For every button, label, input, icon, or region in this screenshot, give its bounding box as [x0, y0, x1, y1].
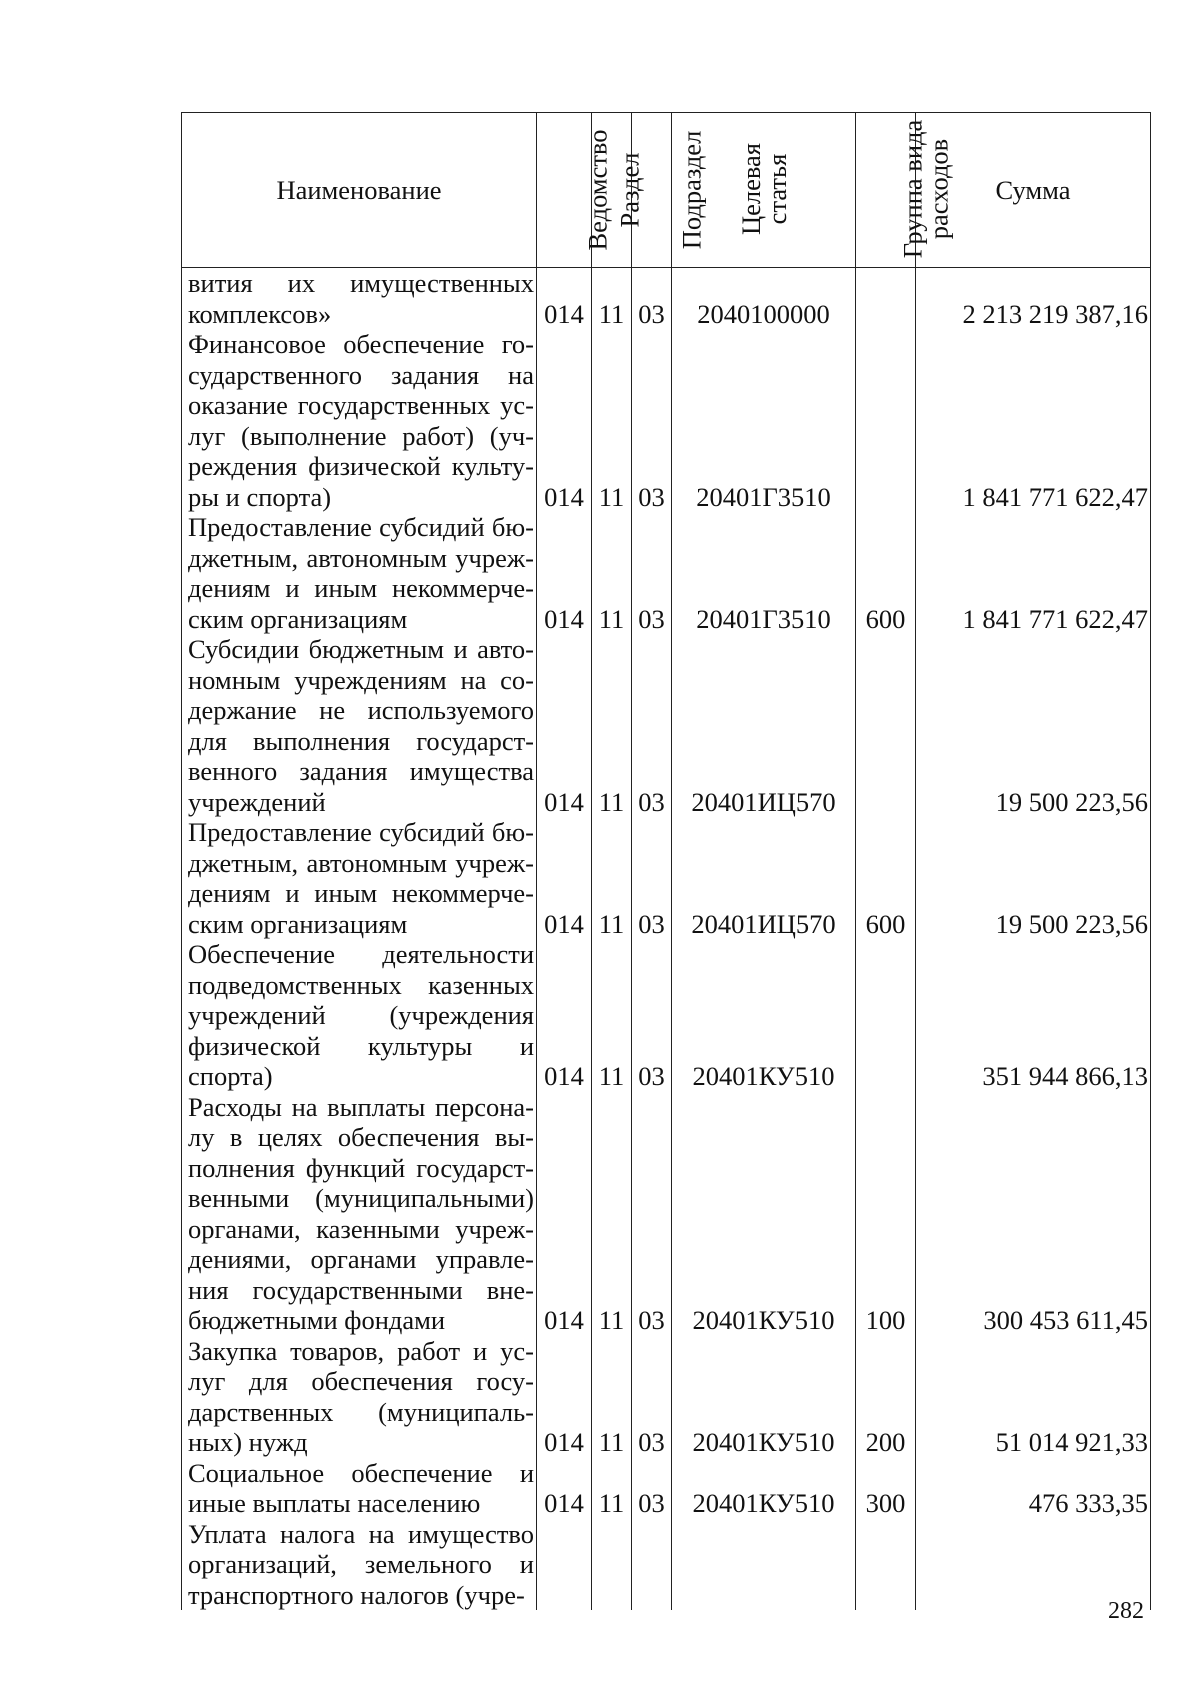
row-sum: 2 213 219 387,16 — [916, 268, 1151, 330]
row-section: 11 — [592, 1458, 632, 1519]
row-department: 014 — [537, 939, 592, 1092]
row-name: Обеспечение деятельности подведомственных казенных учреждений (учреждения физической культуры и спорта) — [182, 939, 537, 1092]
table-row — [182, 939, 1151, 1092]
row-subsection: 03 — [632, 939, 672, 1092]
row-target-article: 20401КУ510 — [672, 1092, 856, 1336]
row-department: 014 — [537, 512, 592, 634]
row-subsection: 03 — [632, 268, 672, 330]
row-section: 11 — [592, 817, 632, 939]
row-section: 11 — [592, 512, 632, 634]
row-target-article — [672, 1519, 856, 1611]
row-subsection — [632, 1519, 672, 1611]
row-department: 014 — [537, 634, 592, 817]
row-name: Предоставление субсидий бюджетным, автономным учреждениям и иным некоммерческим организациям — [182, 817, 537, 939]
table-row — [182, 268, 1151, 330]
row-target-article: 20401КУ510 — [672, 1458, 856, 1519]
row-target-article: 20401КУ510 — [672, 1336, 856, 1458]
header-sum: Сумма — [916, 113, 1151, 268]
row-expense-group: 100 — [856, 1092, 916, 1336]
header-target-article-label — [735, 142, 792, 235]
row-sum: 19 500 223,56 — [916, 817, 1151, 939]
row-target-article: 20401КУ510 — [672, 939, 856, 1092]
row-expense-group — [856, 268, 916, 330]
row-sum: 300 453 611,45 — [916, 1092, 1151, 1336]
row-expense-group: 600 — [856, 817, 916, 939]
row-name: Субсидии бюджетным и автономным учреждениям на содержание не используемого для выполнения государственного задания имущества учреждений — [182, 634, 537, 817]
table-row — [182, 1519, 1151, 1611]
row-section: 11 — [592, 329, 632, 512]
header-expense-group-line1: Группа вида — [897, 119, 928, 258]
row-sum: 1 841 771 622,47 — [916, 329, 1151, 512]
row-name: вития их имущественных комплексов» — [182, 268, 537, 330]
header-target-article-line1: Целевая — [735, 142, 766, 235]
row-target-article: 20401Г3510 — [672, 329, 856, 512]
header-section-label: Раздел — [614, 152, 645, 228]
page-number: 282 — [1108, 1598, 1144, 1624]
row-subsection: 03 — [632, 634, 672, 817]
row-target-article: 20401ИЦ570 — [672, 817, 856, 939]
row-sum: 476 333,35 — [916, 1458, 1151, 1519]
table-row — [182, 1458, 1151, 1519]
table-row — [182, 1092, 1151, 1336]
header-subsection-label: Подраздел — [676, 130, 707, 250]
row-section: 11 — [592, 939, 632, 1092]
row-expense-group: 200 — [856, 1336, 916, 1458]
header-department — [537, 113, 613, 268]
row-expense-group — [856, 634, 916, 817]
row-expense-group — [856, 939, 916, 1092]
header-expense-group-label — [897, 119, 954, 259]
row-section — [592, 1519, 632, 1611]
row-name: Финансовое обеспечение государственного задания на оказание государственных услуг (выполнение работ) (учреждения физической культуры и спорта) — [182, 329, 537, 512]
row-sum: 19 500 223,56 — [916, 634, 1151, 817]
row-name: Закупка товаров, работ и услуг для обеспечения государственных (муниципальных) нужд — [182, 1336, 537, 1458]
row-name: Социальное обеспечение и иные выплаты населению — [182, 1458, 537, 1519]
header-row — [182, 113, 1151, 268]
row-sum: 51 014 921,33 — [916, 1336, 1151, 1458]
row-expense-group: 600 — [856, 512, 916, 634]
row-section: 11 — [592, 634, 632, 817]
row-department: 014 — [537, 1092, 592, 1336]
row-expense-group — [856, 329, 916, 512]
table-row — [182, 634, 1151, 817]
row-department: 014 — [537, 1336, 592, 1458]
table-row — [182, 329, 1151, 512]
row-subsection: 03 — [632, 329, 672, 512]
row-target-article: 2040100000 — [672, 268, 856, 330]
row-expense-group: 300 — [856, 1458, 916, 1519]
row-target-article: 20401Г3510 — [672, 512, 856, 634]
row-section: 11 — [592, 1336, 632, 1458]
row-subsection: 03 — [632, 1458, 672, 1519]
header-expense-group-line2: расходов — [923, 138, 954, 239]
row-section: 11 — [592, 1092, 632, 1336]
row-sum: 1 841 771 622,47 — [916, 512, 1151, 634]
row-department — [537, 1519, 592, 1611]
row-sum — [916, 1519, 1151, 1611]
row-target-article: 20401ИЦ570 — [672, 634, 856, 817]
header-expense-group — [856, 113, 954, 268]
budget-table — [181, 112, 1151, 1610]
header-department-label: Ведомство — [582, 129, 613, 251]
row-name: Уплата налога на имущество организаций, земельного и транспортного налогов (учре- — [182, 1519, 537, 1611]
row-name: Расходы на выплаты персоналу в целях обеспечения выполнения функций государственными (муниципальными) органами, казенными учреждениями, органами управления государственными внебюджетными фондами — [182, 1092, 537, 1336]
row-section: 11 — [592, 268, 632, 330]
row-department: 014 — [537, 329, 592, 512]
header-target-article-line2: статья — [761, 153, 792, 225]
row-expense-group — [856, 1519, 916, 1611]
row-department: 014 — [537, 1458, 592, 1519]
row-department: 014 — [537, 268, 592, 330]
row-subsection: 03 — [632, 512, 672, 634]
row-subsection: 03 — [632, 1336, 672, 1458]
table-row — [182, 817, 1151, 939]
row-department: 014 — [537, 817, 592, 939]
row-subsection: 03 — [632, 817, 672, 939]
header-name: Наименование — [182, 113, 537, 268]
row-name: Предоставление субсидий бюджетным, автономным учреждениям и иным некоммерческим организациям — [182, 512, 537, 634]
table-row — [182, 1336, 1151, 1458]
row-sum: 351 944 866,13 — [916, 939, 1151, 1092]
row-subsection: 03 — [632, 1092, 672, 1336]
table-row — [182, 512, 1151, 634]
